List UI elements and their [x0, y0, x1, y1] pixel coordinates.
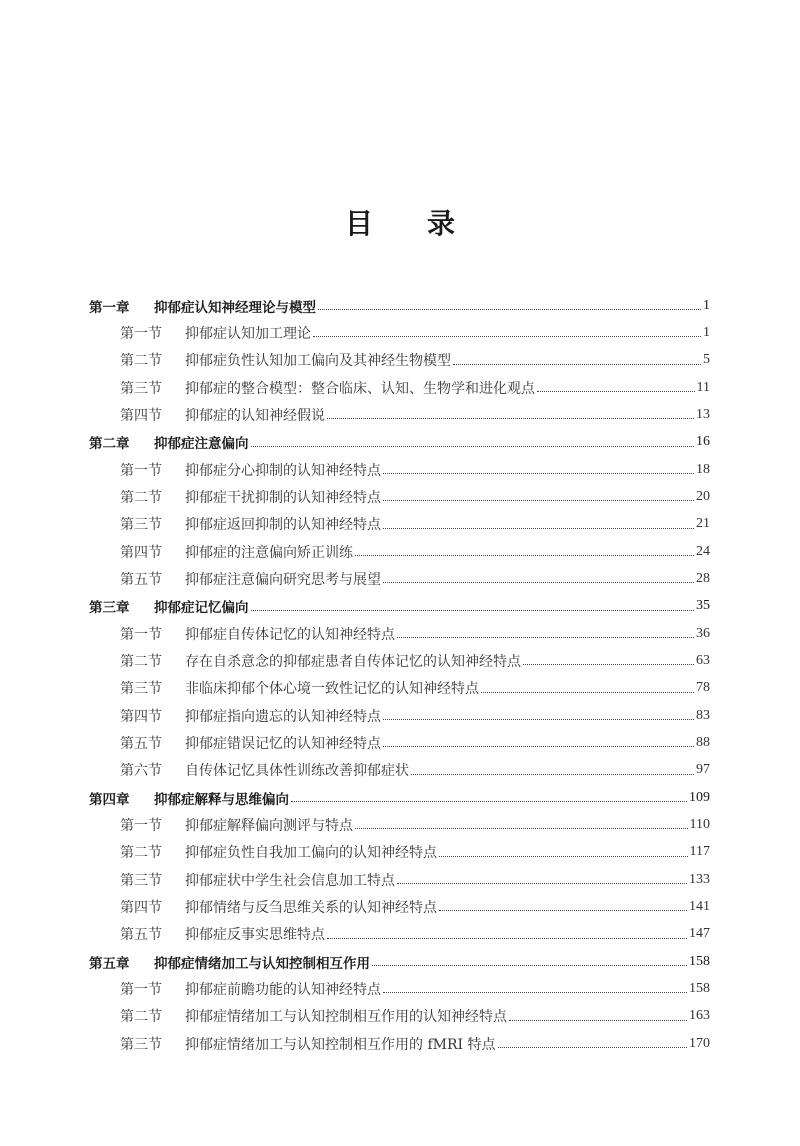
dot-leader [498, 1047, 688, 1048]
toc-section-entry[interactable] [89, 538, 710, 565]
entry-title: 抑郁症状中学生社会信息加工特点 [185, 872, 395, 889]
entry-number: 第一节 [120, 817, 162, 834]
entry-page-number: 110 [689, 816, 710, 832]
dot-leader [411, 774, 694, 775]
entry-title: 存在自杀意念的抑郁症患者自传体记忆的认知神经特点 [185, 653, 521, 670]
toc-section-entry[interactable] [89, 1030, 710, 1057]
toc-section-entry[interactable] [89, 483, 710, 510]
entry-title: 抑郁情绪与反刍思维关系的认知神经特点 [185, 899, 437, 916]
entry-page-number: 24 [696, 543, 710, 559]
toc-section-entry[interactable] [89, 647, 710, 674]
toc-chapter-entry[interactable] [89, 948, 710, 975]
entry-title: 抑郁症情绪加工与认知控制相互作用 [154, 955, 370, 972]
entry-number: 第五节 [120, 571, 162, 588]
toc-chapter-entry[interactable] [89, 593, 710, 620]
dot-leader [327, 418, 694, 419]
entry-number: 第五节 [120, 927, 162, 944]
dot-leader [383, 500, 694, 501]
entry-number: 第四节 [120, 708, 162, 725]
entry-number: 第一节 [120, 462, 162, 479]
entry-title: 抑郁症的整合模型：整合临床、认知、生物学和进化观点 [185, 380, 535, 397]
toc-section-entry[interactable] [89, 565, 710, 592]
entry-title: 抑郁症负性自我加工偏向的认知神经特点 [185, 845, 437, 862]
dot-leader [383, 582, 694, 583]
dot-leader [397, 637, 694, 638]
entry-page-number: 11 [696, 379, 710, 395]
toc-section-entry[interactable] [89, 729, 710, 756]
toc-section-entry[interactable] [89, 921, 710, 948]
dot-leader [481, 692, 694, 693]
dot-leader [383, 473, 694, 474]
entry-page-number: 117 [689, 844, 710, 860]
entry-page-number: 97 [696, 762, 710, 778]
dot-leader [383, 992, 687, 993]
dot-leader [355, 828, 688, 829]
dot-leader [453, 364, 701, 365]
entry-number: 第四节 [120, 407, 162, 424]
toc-section-entry[interactable] [89, 866, 710, 893]
toc-chapter-entry[interactable] [89, 292, 710, 319]
entry-page-number: 1 [703, 297, 710, 313]
entry-page-number: 36 [696, 625, 710, 641]
dot-leader [383, 746, 694, 747]
toc-chapter-entry[interactable] [89, 429, 710, 456]
entry-number: 第二节 [120, 845, 162, 862]
entry-number: 第三节 [120, 517, 162, 534]
entry-number: 第三节 [120, 872, 162, 889]
entry-number: 第五节 [120, 735, 162, 752]
entry-number: 第六节 [120, 763, 162, 780]
entry-page-number: 170 [689, 1035, 710, 1051]
entry-page-number: 158 [689, 980, 710, 996]
entry-page-number: 20 [696, 488, 710, 504]
dot-leader [251, 610, 695, 611]
entry-number: 第一节 [120, 325, 162, 342]
entry-title: 抑郁症返回抑制的认知神经特点 [185, 517, 381, 534]
page-title [0, 202, 800, 242]
entry-number: 第四章 [89, 791, 130, 808]
entry-page-number: 18 [696, 461, 710, 477]
dot-leader [523, 664, 694, 665]
entry-number: 第二节 [120, 653, 162, 670]
dot-leader [313, 336, 701, 337]
entry-title: 自传体记忆具体性训练改善抑郁症状 [185, 763, 409, 780]
entry-title: 抑郁症分心抑制的认知神经特点 [185, 462, 381, 479]
entry-title: 抑郁症反事实思维特点 [185, 927, 325, 944]
dot-leader [291, 801, 687, 802]
dot-leader [509, 1020, 687, 1021]
entry-number: 第四节 [120, 544, 162, 561]
entry-title: 抑郁症解释与思维偏向 [154, 791, 289, 808]
toc-section-entry[interactable] [89, 757, 710, 784]
toc-section-entry[interactable] [89, 702, 710, 729]
entry-number: 第二节 [120, 353, 162, 370]
entry-number: 第四节 [120, 899, 162, 916]
entry-page-number: 13 [696, 406, 710, 422]
entry-title: 抑郁症自传体记忆的认知神经特点 [185, 626, 395, 643]
entry-title: 抑郁症前瞻功能的认知神经特点 [185, 981, 381, 998]
entry-title: 抑郁症的认知神经假说 [185, 407, 325, 424]
toc-section-entry[interactable] [89, 620, 710, 647]
dot-leader [372, 965, 687, 966]
dot-leader [397, 883, 687, 884]
dot-leader [537, 391, 695, 392]
table-of-contents [89, 292, 710, 1057]
toc-section-entry[interactable] [89, 675, 710, 702]
entry-number: 第一章 [89, 299, 130, 316]
dot-leader [355, 555, 694, 556]
entry-page-number: 147 [689, 926, 710, 942]
toc-section-entry[interactable] [89, 893, 710, 920]
entry-title: 抑郁症记忆偏向 [154, 600, 249, 617]
entry-title: 抑郁症解释偏向测评与特点 [185, 817, 353, 834]
dot-leader [383, 719, 694, 720]
page-title-char: 目 [344, 207, 373, 240]
toc-section-entry[interactable] [89, 511, 710, 538]
dot-leader [327, 938, 687, 939]
entry-page-number: 28 [696, 570, 710, 586]
dot-leader [439, 856, 688, 857]
toc-section-entry[interactable] [89, 456, 710, 483]
entry-number: 第一节 [120, 981, 162, 998]
toc-section-entry[interactable] [89, 839, 710, 866]
page-title-char: 录 [427, 207, 456, 240]
entry-page-number: 83 [696, 707, 710, 723]
entry-title: 抑郁症的注意偏向矫正训练 [185, 544, 353, 561]
entry-number: 第二节 [120, 1009, 162, 1026]
entry-number: 第二节 [120, 489, 162, 506]
entry-page-number: 35 [696, 598, 710, 614]
entry-title: 抑郁症认知加工理论 [185, 325, 311, 342]
entry-title: 抑郁症情绪加工与认知控制相互作用的 fMRI 特点 [185, 1036, 496, 1053]
toc-section-entry[interactable] [89, 374, 710, 401]
toc-section-entry[interactable] [89, 401, 710, 428]
toc-chapter-entry[interactable] [89, 784, 710, 811]
entry-page-number: 21 [696, 516, 710, 532]
entry-number: 第三节 [120, 380, 162, 397]
entry-page-number: 63 [696, 652, 710, 668]
entry-title: 抑郁症指向遗忘的认知神经特点 [185, 708, 381, 725]
entry-number: 第一节 [120, 626, 162, 643]
entry-title: 抑郁症干扰抑制的认知神经特点 [185, 489, 381, 506]
entry-page-number: 78 [696, 680, 710, 696]
entry-title: 抑郁症认知神经理论与模型 [154, 299, 316, 316]
entry-number: 第三节 [120, 681, 162, 698]
entry-title: 抑郁症注意偏向研究思考与展望 [185, 571, 381, 588]
entry-title: 抑郁症注意偏向 [154, 436, 249, 453]
dot-leader [439, 910, 687, 911]
dot-leader [383, 528, 694, 529]
entry-title: 非临床抑郁个体心境一致性记忆的认知神经特点 [185, 681, 479, 698]
entry-title: 抑郁症错误记忆的认知神经特点 [185, 735, 381, 752]
entry-number: 第三节 [120, 1036, 162, 1053]
entry-page-number: 1 [703, 324, 710, 340]
entry-page-number: 141 [689, 898, 710, 914]
entry-page-number: 158 [689, 953, 710, 969]
entry-number: 第五章 [89, 955, 130, 972]
entry-title: 抑郁症负性认知加工偏向及其神经生物模型 [185, 353, 451, 370]
toc-section-entry[interactable] [89, 975, 710, 1002]
dot-leader [251, 446, 695, 447]
entry-number: 第二章 [89, 436, 130, 453]
dot-leader [318, 309, 701, 310]
entry-page-number: 133 [689, 871, 710, 887]
toc-section-entry[interactable] [89, 1003, 710, 1030]
entry-page-number: 5 [703, 352, 710, 368]
entry-page-number: 16 [696, 434, 710, 450]
entry-number: 第三章 [89, 600, 130, 617]
toc-section-entry[interactable] [89, 347, 710, 374]
toc-section-entry[interactable] [89, 319, 710, 346]
entry-title: 抑郁症情绪加工与认知控制相互作用的认知神经特点 [185, 1009, 507, 1026]
toc-section-entry[interactable] [89, 811, 710, 838]
entry-page-number: 163 [689, 1008, 710, 1024]
entry-page-number: 88 [696, 734, 710, 750]
entry-page-number: 109 [689, 789, 710, 805]
